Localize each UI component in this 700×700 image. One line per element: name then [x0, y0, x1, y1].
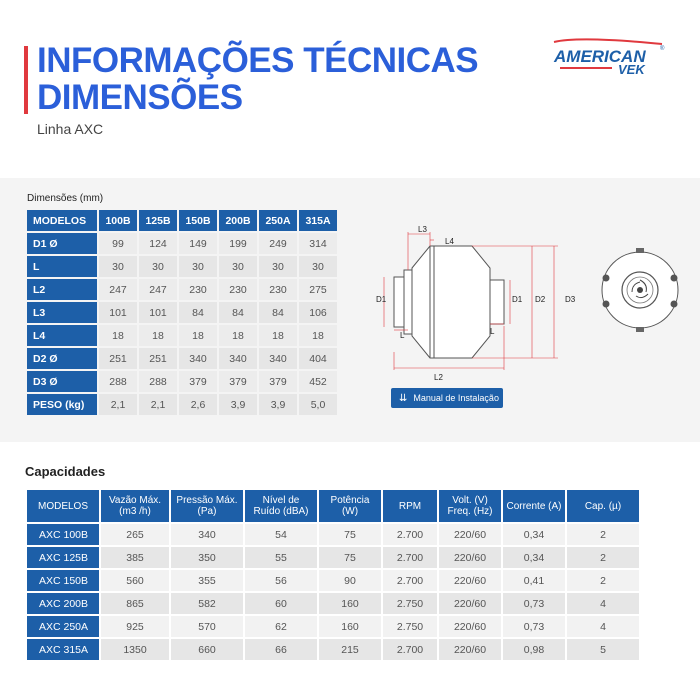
- dimensions-row: [27, 256, 337, 277]
- dimensions-cell: 249: [259, 233, 297, 254]
- dimensions-cell: 275: [299, 279, 337, 300]
- dimensions-cell: 99: [99, 233, 137, 254]
- capacities-cell: 265: [101, 524, 169, 545]
- installation-manual-button[interactable]: [391, 388, 503, 408]
- capacities-row-model: AXC 200B: [27, 593, 99, 614]
- dimensions-cell: 124: [139, 233, 177, 254]
- capacities-cell: 4: [567, 616, 639, 637]
- capacities-cell: 2.700: [383, 570, 437, 591]
- capacities-cell: 5: [567, 639, 639, 660]
- dimensions-cell: 30: [139, 256, 177, 277]
- dimensions-cell: 30: [179, 256, 217, 277]
- logo-registered: ®: [660, 46, 665, 52]
- dimensions-row-label: PESO (kg): [27, 394, 97, 415]
- capacities-cell: 75: [319, 524, 381, 545]
- capacities-row-model: AXC 315A: [27, 639, 99, 660]
- capacities-cell: 385: [101, 547, 169, 568]
- capacities-cell: 0,41: [503, 570, 565, 591]
- capacities-cell: 4: [567, 593, 639, 614]
- dimensions-header-model: 100B: [99, 210, 137, 231]
- dimensions-cell: 379: [219, 371, 257, 392]
- label-l3: L3: [418, 225, 427, 234]
- capacities-cell: 2: [567, 547, 639, 568]
- dimensions-cell: 18: [179, 325, 217, 346]
- capacities-header-cell: RPM: [383, 490, 437, 522]
- label-l-left: L: [400, 331, 405, 340]
- dimensions-row-label: L4: [27, 325, 97, 346]
- dimensions-cell: 101: [99, 302, 137, 323]
- label-l4: L4: [445, 237, 454, 246]
- capacities-table: [25, 488, 641, 662]
- dimensions-cell: 18: [259, 325, 297, 346]
- page-subtitle: Linha AXC: [37, 121, 104, 137]
- capacities-cell: 2.700: [383, 639, 437, 660]
- dimensions-cell: 340: [219, 348, 257, 369]
- dimensions-cell: 18: [99, 325, 137, 346]
- title-line-2: DIMENSÕES: [37, 78, 243, 117]
- dimensions-row-label: L: [27, 256, 97, 277]
- page-header: [0, 0, 700, 178]
- dimensions-cell: 452: [299, 371, 337, 392]
- capacities-cell: 2.750: [383, 593, 437, 614]
- capacities-cell: 0,34: [503, 547, 565, 568]
- dimensions-cell: 288: [99, 371, 137, 392]
- dimensions-header-modelos: MODELOS: [27, 210, 97, 231]
- capacities-cell: 75: [319, 547, 381, 568]
- capacities-cell: 2.700: [383, 547, 437, 568]
- document-icon: ⇊: [399, 392, 408, 404]
- capacities-header-cell: Pressão Máx. (Pa): [171, 490, 243, 522]
- dimensions-cell: 84: [219, 302, 257, 323]
- capacities-cell: 2: [567, 570, 639, 591]
- dimensions-row: [27, 394, 337, 415]
- dimensions-row: [27, 302, 337, 323]
- dimensions-cell: 230: [219, 279, 257, 300]
- capacities-cell: 66: [245, 639, 317, 660]
- capacities-cell: 350: [171, 547, 243, 568]
- dimensions-cell: 340: [259, 348, 297, 369]
- capacities-cell: 340: [171, 524, 243, 545]
- dimensions-cell: 3,9: [259, 394, 297, 415]
- capacities-header-cell: MODELOS: [27, 490, 99, 522]
- dimensions-cell: 404: [299, 348, 337, 369]
- american-vek-logo: [550, 38, 668, 78]
- capacities-cell: 0,73: [503, 593, 565, 614]
- capacities-header-cell: Potência (W): [319, 490, 381, 522]
- dimensions-row-label: D3 Ø: [27, 371, 97, 392]
- capacities-cell: 55: [245, 547, 317, 568]
- dimensions-cell: 149: [179, 233, 217, 254]
- capacities-cell: 1350: [101, 639, 169, 660]
- dimensions-header-model: 250A: [259, 210, 297, 231]
- dimensions-header-model: 200B: [219, 210, 257, 231]
- dimensions-cell: 288: [139, 371, 177, 392]
- capacities-row: [27, 616, 639, 637]
- capacities-header-cell: Cap. (µ): [567, 490, 639, 522]
- capacities-cell: 220/60: [439, 593, 501, 614]
- dimensions-header-row: [27, 210, 337, 231]
- dimensions-cell: 30: [99, 256, 137, 277]
- dimensions-row-label: D1 Ø: [27, 233, 97, 254]
- dimensions-cell: 251: [139, 348, 177, 369]
- dimensions-cell: 379: [259, 371, 297, 392]
- capacities-row: [27, 570, 639, 591]
- dimensions-table: [25, 208, 339, 417]
- capacities-cell: 220/60: [439, 570, 501, 591]
- dimensions-cell: 251: [99, 348, 137, 369]
- capacities-cell: 54: [245, 524, 317, 545]
- dimensions-cell: 2,1: [139, 394, 177, 415]
- dimensions-row: [27, 371, 337, 392]
- capacities-cell: 160: [319, 593, 381, 614]
- label-d1-right: D1: [512, 295, 523, 304]
- dimensions-header-model: 315A: [299, 210, 337, 231]
- logo-text-1: AMERICAN: [554, 47, 646, 66]
- capacities-row: [27, 593, 639, 614]
- dimensions-row-label: L3: [27, 302, 97, 323]
- dimensions-cell: 18: [299, 325, 337, 346]
- capacities-cell: 2: [567, 524, 639, 545]
- capacities-row-model: AXC 250A: [27, 616, 99, 637]
- capacities-row-model: AXC 100B: [27, 524, 99, 545]
- dimensions-cell: 84: [179, 302, 217, 323]
- dimensions-cell: 18: [139, 325, 177, 346]
- capacities-cell: 220/60: [439, 547, 501, 568]
- capacities-cell: 220/60: [439, 524, 501, 545]
- capacities-cell: 2.700: [383, 524, 437, 545]
- capacities-cell: 865: [101, 593, 169, 614]
- label-l2: L2: [434, 373, 443, 382]
- capacities-header-cell: Corrente (A): [503, 490, 565, 522]
- dimensions-cell: 5,0: [299, 394, 337, 415]
- capacities-cell: 925: [101, 616, 169, 637]
- capacities-cell: 560: [101, 570, 169, 591]
- dimensions-row-label: D2 Ø: [27, 348, 97, 369]
- dimensions-row: [27, 279, 337, 300]
- capacities-cell: 62: [245, 616, 317, 637]
- label-d3: D3: [565, 295, 576, 304]
- dimensions-cell: 230: [179, 279, 217, 300]
- dimensions-cell: 230: [259, 279, 297, 300]
- dimensions-cell: 3,9: [219, 394, 257, 415]
- dimensions-cell: 2,6: [179, 394, 217, 415]
- capacities-cell: 0,34: [503, 524, 565, 545]
- capacities-cell: 160: [319, 616, 381, 637]
- fan-front-drawing: [598, 240, 682, 340]
- dimensions-header-model: 125B: [139, 210, 177, 231]
- capacities-cell: 220/60: [439, 616, 501, 637]
- accent-bar: [24, 46, 28, 114]
- capacities-cell: 570: [171, 616, 243, 637]
- dimensions-caption: Dimensões (mm): [27, 193, 104, 204]
- capacities-row-model: AXC 150B: [27, 570, 99, 591]
- dimensions-cell: 101: [139, 302, 177, 323]
- dimensions-row: [27, 233, 337, 254]
- capacities-cell: 2.750: [383, 616, 437, 637]
- title-line-1: INFORMAÇÕES TÉCNICAS: [37, 41, 479, 80]
- dimensions-cell: 340: [179, 348, 217, 369]
- label-d2: D2: [535, 295, 546, 304]
- capacities-cell: 56: [245, 570, 317, 591]
- capacities-cell: 60: [245, 593, 317, 614]
- logo-text-2: VEK: [618, 62, 645, 77]
- fan-side-drawing: [372, 222, 590, 382]
- capacities-cell: 215: [319, 639, 381, 660]
- capacities-cell: 660: [171, 639, 243, 660]
- dimensions-cell: 84: [259, 302, 297, 323]
- dimensions-cell: 247: [139, 279, 177, 300]
- dimensions-cell: 247: [99, 279, 137, 300]
- capacities-cell: 0,73: [503, 616, 565, 637]
- dimensions-cell: 30: [259, 256, 297, 277]
- dimensions-cell: 18: [219, 325, 257, 346]
- dimensions-cell: 379: [179, 371, 217, 392]
- label-l-right: L: [490, 327, 495, 336]
- capacities-header-cell: Volt. (V) Freq. (Hz): [439, 490, 501, 522]
- dimensions-cell: 314: [299, 233, 337, 254]
- dimensions-row: [27, 348, 337, 369]
- capacities-header-row: [27, 490, 639, 522]
- dimensions-header-model: 150B: [179, 210, 217, 231]
- capacities-row-model: AXC 125B: [27, 547, 99, 568]
- dimensions-cell: 199: [219, 233, 257, 254]
- capacities-cell: 355: [171, 570, 243, 591]
- capacities-header-cell: Nível de Ruído (dBA): [245, 490, 317, 522]
- dimensions-row-label: L2: [27, 279, 97, 300]
- label-d1-left: D1: [376, 295, 387, 304]
- dimensions-cell: 30: [299, 256, 337, 277]
- dimensions-cell: 30: [219, 256, 257, 277]
- capacities-cell: 90: [319, 570, 381, 591]
- capacities-cell: 0,98: [503, 639, 565, 660]
- dimensions-cell: 106: [299, 302, 337, 323]
- page-title: [37, 42, 478, 116]
- capacities-row: [27, 547, 639, 568]
- installation-manual-label: Manual de Instalação: [413, 393, 499, 403]
- dimensions-cell: 2,1: [99, 394, 137, 415]
- capacities-header-cell: Vazão Máx. (m3 /h): [101, 490, 169, 522]
- capacities-cell: 582: [171, 593, 243, 614]
- capacities-row: [27, 639, 639, 660]
- dimensions-row: [27, 325, 337, 346]
- capacities-row: [27, 524, 639, 545]
- capacities-cell: 220/60: [439, 639, 501, 660]
- capacities-title: Capacidades: [25, 464, 106, 479]
